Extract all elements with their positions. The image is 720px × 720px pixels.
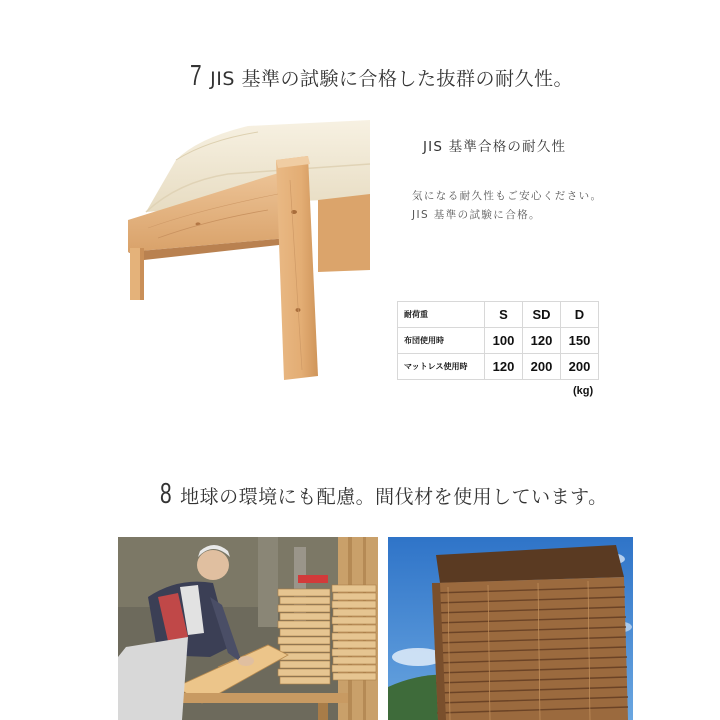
table-header-row [398,302,599,328]
table-cell: マットレス使用時 [398,354,485,380]
section8-heading [160,478,608,511]
table-cell: 200 [561,354,599,380]
woodworker-workshop-photo [118,537,378,720]
section7-number: 7 [190,60,202,92]
table-cell: 120 [485,354,523,380]
table-cell: 200 [523,354,561,380]
section7-heading [190,60,573,93]
table-header-cell: SD [523,302,561,328]
section7-title: JIS 基準の試験に合格した抜群の耐久性。 [210,68,573,90]
table-header-cell: D [561,302,599,328]
bed-frame-photo [118,120,370,382]
durability-subtitle: JIS 基準合格の耐久性 [423,139,567,155]
table-cell: 150 [561,328,599,354]
description-line-1: 気になる耐久性もご安心ください。 [412,190,603,202]
load-capacity-table [397,301,599,380]
table-header-cell: 耐荷重 [398,302,485,328]
table-cell: 布団使用時 [398,328,485,354]
table-row [398,354,599,380]
section8-number: 8 [160,478,172,510]
table-row [398,328,599,354]
table-unit-label: (kg) [573,385,594,397]
description-line-2: JIS 基準の試験に合格。 [412,209,541,221]
lumber-stack-photo [388,537,633,720]
table-header-cell: S [485,302,523,328]
section8-title: 地球の環境にも配慮。間伐材を使用しています。 [180,486,608,508]
table-cell: 120 [523,328,561,354]
table-cell: 100 [485,328,523,354]
